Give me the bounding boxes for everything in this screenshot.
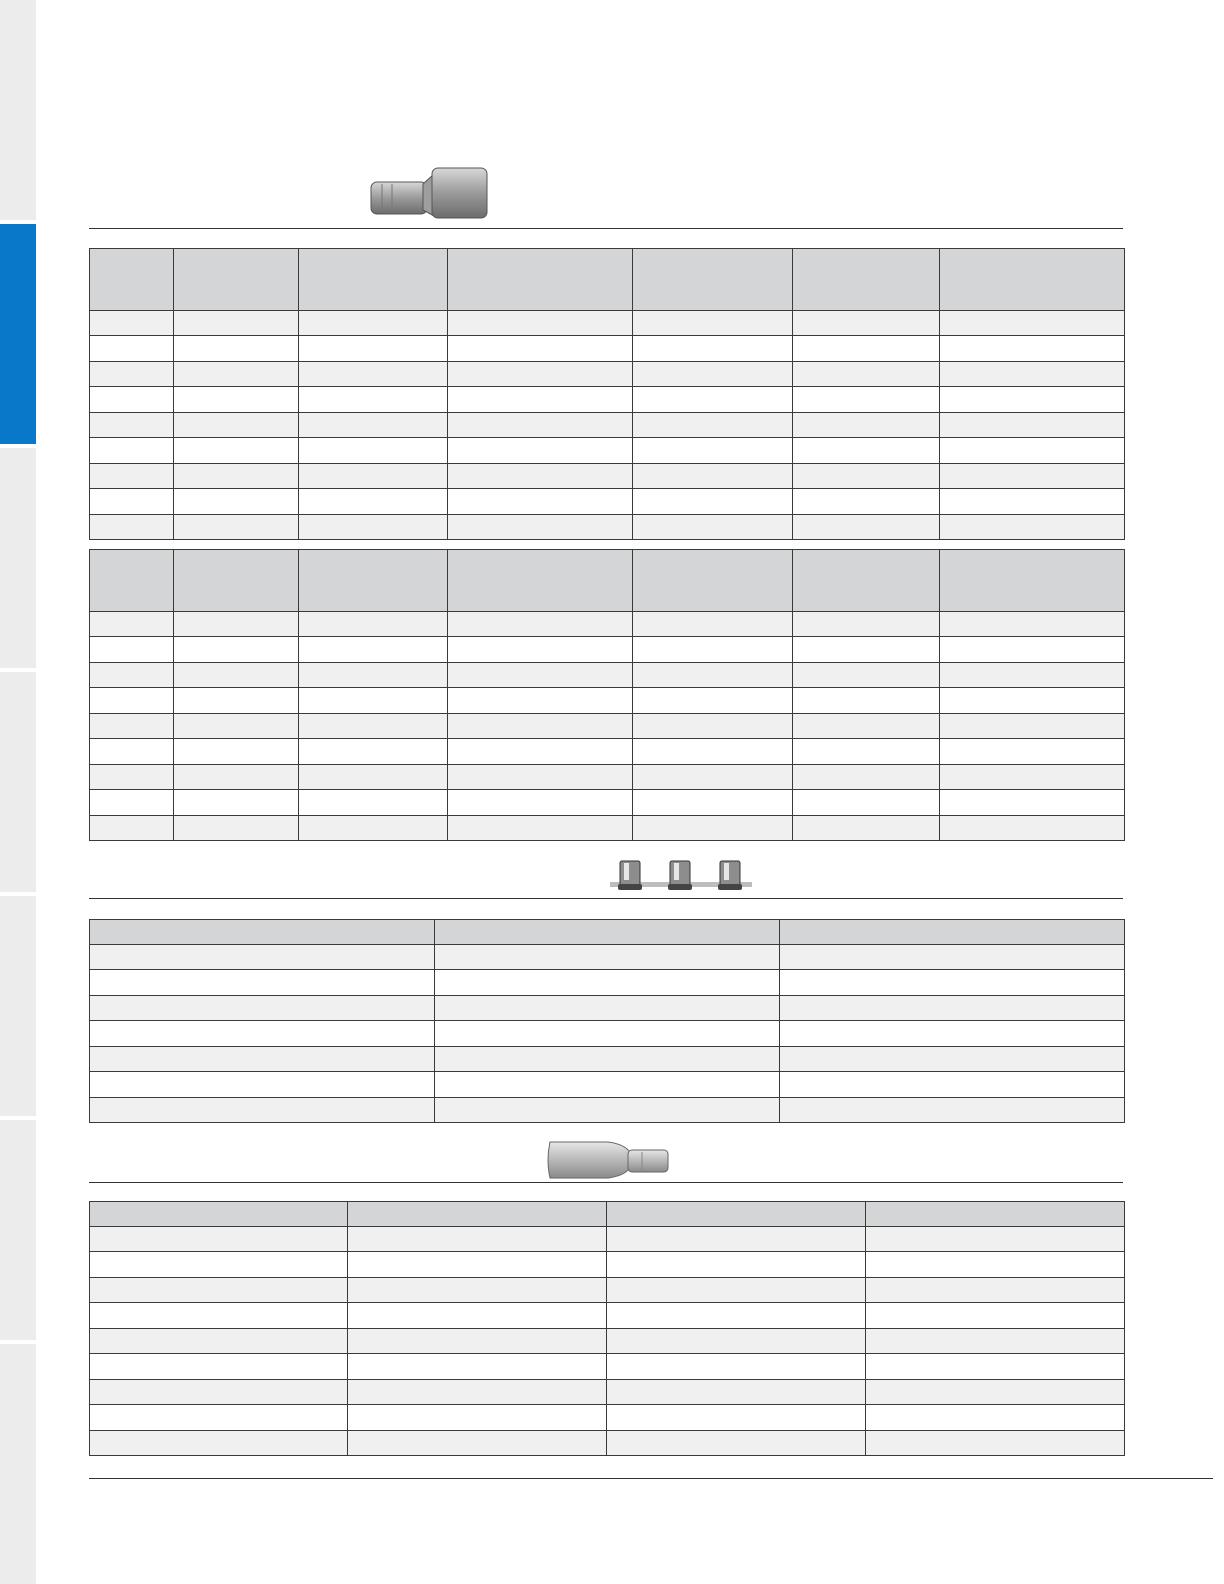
table-row (90, 1431, 1125, 1456)
footer-rule (89, 1478, 1213, 1479)
table-row (90, 970, 1125, 996)
table-row (90, 1405, 1125, 1431)
section-rule-1 (89, 228, 1123, 229)
table-row (90, 515, 1125, 540)
table-row (90, 714, 1125, 739)
table-row (90, 996, 1125, 1021)
table-row (90, 765, 1125, 790)
table-row (90, 663, 1125, 688)
table-row (90, 489, 1125, 515)
table-row (90, 387, 1125, 413)
table-row (90, 1252, 1125, 1278)
female-disconnect-strip-image (610, 858, 752, 894)
section-rule-2 (89, 898, 1123, 899)
section-tab-strip (0, 0, 36, 1584)
header-cell (174, 249, 299, 311)
header-cell (90, 920, 435, 945)
spec-table-2 (89, 549, 1125, 841)
table-row (90, 362, 1125, 387)
header-cell (299, 550, 448, 612)
header-cell (633, 249, 793, 311)
table-row (90, 1329, 1125, 1354)
table-row (90, 336, 1125, 362)
insulated-male-disconnect-image (368, 166, 490, 220)
header-cell (448, 249, 633, 311)
header-cell (940, 249, 1125, 311)
section-tab-6[interactable] (0, 1120, 36, 1340)
section-tab-5[interactable] (0, 896, 36, 1116)
header-cell (435, 920, 780, 945)
header-cell (866, 1202, 1125, 1227)
table-header-row (90, 920, 1125, 945)
table-row (90, 311, 1125, 336)
header-cell (780, 920, 1125, 945)
insulated-female-disconnect-image (546, 1138, 672, 1180)
table-row (90, 945, 1125, 970)
header-cell (793, 550, 940, 612)
header-cell (448, 550, 633, 612)
table-row (90, 1354, 1125, 1380)
table-row (90, 637, 1125, 663)
section-tab-3[interactable] (0, 448, 36, 668)
table-row (90, 1227, 1125, 1252)
header-cell (940, 550, 1125, 612)
header-cell (348, 1202, 607, 1227)
header-cell (633, 550, 793, 612)
table-row (90, 413, 1125, 438)
header-cell (90, 550, 174, 612)
table-header-row (90, 550, 1125, 612)
table-row (90, 1098, 1125, 1123)
table-row (90, 1072, 1125, 1098)
header-cell (90, 249, 174, 311)
table-row (90, 1021, 1125, 1047)
table-header-row (90, 1202, 1125, 1227)
header-cell (174, 550, 299, 612)
table-row (90, 816, 1125, 841)
header-cell (793, 249, 940, 311)
header-cell (607, 1202, 866, 1227)
section-tab-1[interactable] (0, 0, 36, 220)
section-tab-7[interactable] (0, 1344, 36, 1584)
section-tab-4[interactable] (0, 672, 36, 892)
table-row (90, 1380, 1125, 1405)
table-row (90, 688, 1125, 714)
spec-table-1 (89, 248, 1125, 540)
spec-table-3 (89, 919, 1125, 1123)
table-row (90, 739, 1125, 765)
table-row (90, 438, 1125, 464)
header-cell (90, 1202, 348, 1227)
table-row (90, 790, 1125, 816)
table-row (90, 612, 1125, 637)
table-row (90, 1303, 1125, 1329)
table-row (90, 1047, 1125, 1072)
section-rule-3 (89, 1182, 1123, 1183)
spec-table-4 (89, 1201, 1125, 1456)
table-row (90, 1278, 1125, 1303)
table-row (90, 464, 1125, 489)
section-tab-2-active[interactable] (0, 224, 36, 444)
table-header-row (90, 249, 1125, 311)
header-cell (299, 249, 448, 311)
